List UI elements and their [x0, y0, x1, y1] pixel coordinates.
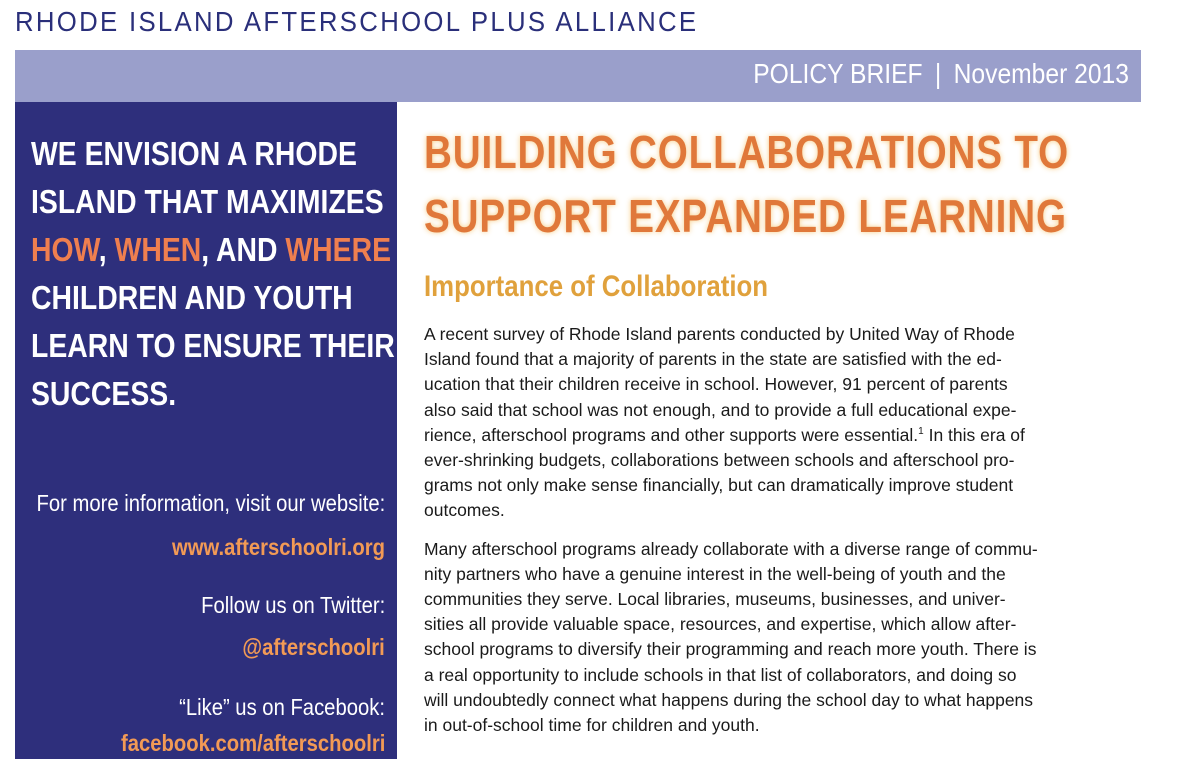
vision-comma: , [98, 231, 115, 268]
section-heading: Importance of Collaboration [424, 270, 769, 303]
paragraph-text: In this era of [923, 424, 1025, 445]
paragraph-text: rience, afterschool programs and other supports were essential. [424, 424, 919, 445]
title-line: SUPPORT EXPANDED LEARNING [424, 190, 1067, 242]
vision-statement [31, 130, 395, 418]
paragraph-line: a real opportunity to include schools in that list of collaborators, and doing so [424, 664, 1017, 685]
paragraph-line: in out-of-school time for children and youth. [424, 715, 760, 736]
paragraph-2 [424, 537, 1154, 739]
vision-line: SUCCESS. [31, 375, 177, 412]
paragraph-line: also said that school was not enough, and to provide a full educational expe- [424, 399, 1017, 420]
paragraph-line: grams not only make sense financially, but can dramatically improve student [424, 475, 1014, 496]
facebook-label: “Like” us on Facebook: [179, 694, 385, 720]
paragraph-line: Many afterschool programs already collaborate with a diverse range of commu- [424, 538, 1038, 559]
paragraph-line: A recent survey of Rhode Island parents conducted by United Way of Rhode [424, 324, 1015, 344]
page-title [424, 120, 1070, 248]
paragraph-line: school programs to diversify their programming and reach more youth. There is [424, 639, 1037, 660]
website-label: For more information, visit our website: [36, 490, 385, 516]
footnote-marker: 1 [918, 425, 924, 437]
banner-date: November 2013 [953, 58, 1129, 89]
paragraph-line [424, 423, 1154, 448]
vision-line [31, 226, 392, 274]
main-content [424, 120, 1159, 738]
banner-separator: | [934, 58, 942, 89]
paragraph-line: outcomes. [424, 500, 505, 521]
sidebar-panel [15, 102, 397, 759]
paragraph-line: communities they serve. Local libraries, museums, businesses, and univer- [424, 589, 1006, 610]
vision-line: CHILDREN AND YOUTH [31, 279, 353, 316]
vision-highlight-when: WHEN [114, 231, 202, 268]
paragraph-line: ucation that their children receive in school. However, 91 percent of parents [424, 374, 1008, 395]
org-name: RHODE ISLAND AFTERSCHOOL PLUS ALLIANCE [15, 6, 699, 37]
paragraph-line: will undoubtedly connect what happens during the school day to what happens [424, 689, 1034, 710]
vision-line: LEARN TO ENSURE THEIR [31, 327, 395, 364]
vision-line: ISLAND THAT MAXIMIZES [31, 183, 384, 220]
banner-doc-type: POLICY BRIEF [753, 58, 923, 89]
paragraph-line: nity partners who have a genuine interest in the well-being of youth and the [424, 563, 1006, 584]
banner-text [753, 58, 1129, 90]
header-banner [15, 50, 1141, 102]
paragraph-line: ever-shrinking budgets, collaborations between schools and afterschool pro- [424, 450, 1015, 471]
website-link[interactable]: www.afterschoolri.org [172, 534, 385, 560]
paragraph-line: Island found that a majority of parents in the state are satisfied with the ed- [424, 349, 1002, 370]
paragraph-line: sities all provide valuable space, resources, and expertise, which allow after- [424, 614, 1017, 635]
paragraph-1 [424, 322, 1154, 524]
vision-and: , AND [201, 231, 286, 268]
vision-line: WE ENVISION A RHODE [31, 135, 357, 172]
vision-highlight-how: HOW [31, 231, 99, 268]
twitter-link[interactable]: @afterschoolri [242, 634, 385, 660]
twitter-label: Follow us on Twitter: [200, 592, 385, 618]
vision-highlight-where: WHERE [285, 231, 392, 268]
facebook-link[interactable]: facebook.com/afterschoolri [120, 730, 385, 756]
title-line: BUILDING COLLABORATIONS TO [424, 126, 1070, 178]
